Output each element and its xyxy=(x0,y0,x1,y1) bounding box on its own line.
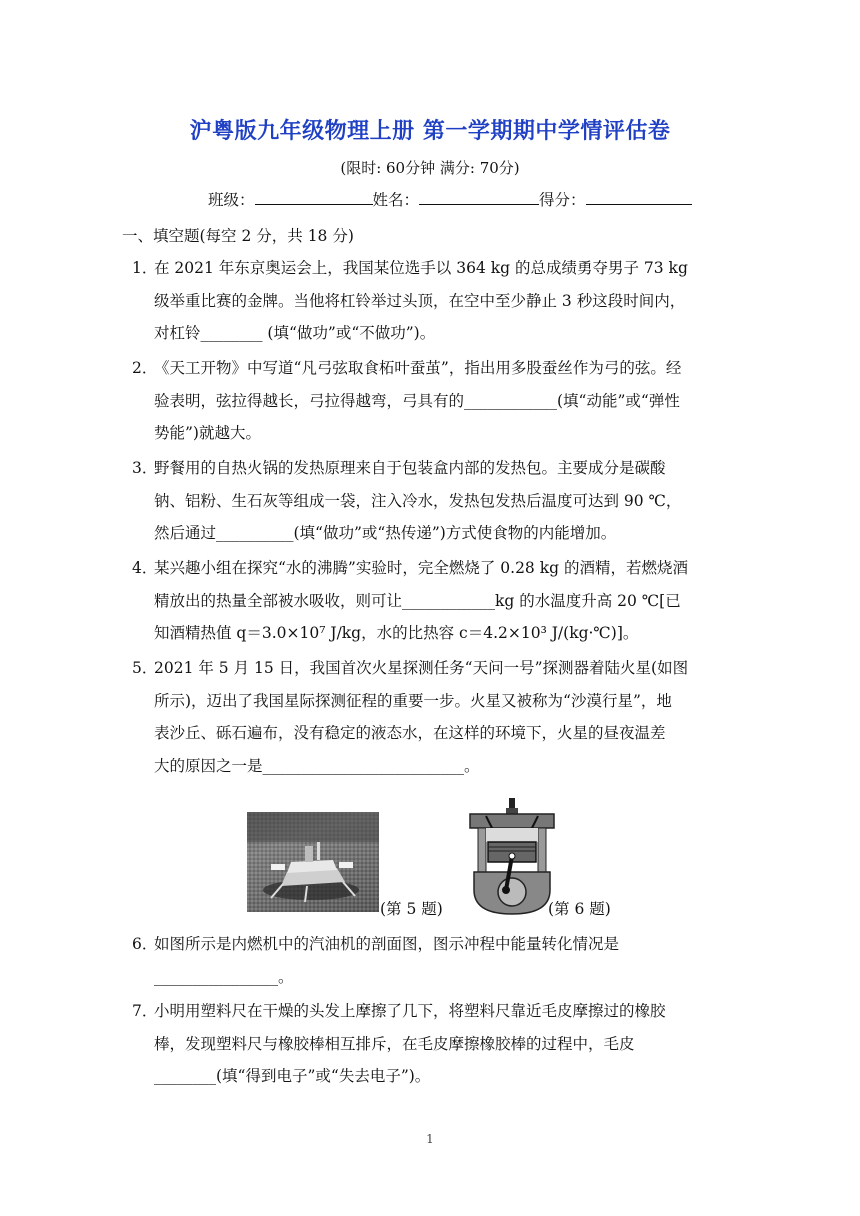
question-2 xyxy=(132,352,732,450)
question-number: 3． xyxy=(132,459,158,477)
question-line: 大的原因之一是__________________________。 xyxy=(154,756,480,775)
question-line: 精放出的热量全部被水吸收，则可让____________kg 的水温度升高 20 ℃[已 xyxy=(154,591,681,610)
question-line: 某兴趣小组在探究“水的沸腾”实验时，完全燃烧了 0.28 kg 的酒精，若燃烧酒 xyxy=(154,559,688,577)
section-heading: 一、填空题(每空 2 分，共 18 分) xyxy=(122,227,354,245)
page-number: 1 xyxy=(426,1132,434,1146)
question-1 xyxy=(132,252,732,350)
student-info-line xyxy=(208,188,692,210)
question-line: 知酒精热值 q＝3.0×10⁷ J/kg，水的比热容 c＝4.2×10³ J/(kg·℃)]。 xyxy=(154,624,639,642)
question-line: 验表明，弦拉得越长，弓拉得越弯，弓具有的____________(填“动能”或“弹性 xyxy=(154,391,680,410)
mars-lander-illustration xyxy=(247,812,379,912)
question-line: 级举重比赛的金牌。当他将杠铃举过头顶，在空中至少静止 3 秒这段时间内， xyxy=(154,291,686,310)
class-blank xyxy=(255,189,373,205)
mars-lander-photo xyxy=(247,812,379,912)
question-line: 然后通过__________(填“做功”或“热传递”)方式使食物的内能增加。 xyxy=(154,524,617,542)
gasoline-engine-illustration xyxy=(466,798,558,916)
question-line: 如图所示是内燃机中的汽油机的剖面图，图示冲程中能量转化情况是 xyxy=(154,935,620,953)
question-number: 7． xyxy=(132,1002,158,1020)
question-line: 小明用塑料尺在干燥的头发上摩擦了几下，将塑料尺靠近毛皮摩擦过的橡胶 xyxy=(154,1002,666,1020)
score-blank xyxy=(586,189,692,205)
question-number: 5． xyxy=(132,659,158,677)
figure-5-caption: (第 5 题) xyxy=(380,900,443,918)
question-line: 在 2021 年东京奥运会上，我国某位选手以 364 kg 的总成绩勇夺男子 73 kg xyxy=(154,259,688,277)
question-line: 所示)，迈出了我国星际探测征程的重要一步。火星又被称为“沙漠行星”，地 xyxy=(154,691,672,710)
question-line: 对杠铃________ (填“做功”或“不做功”)。 xyxy=(154,324,436,342)
name-blank xyxy=(419,189,539,205)
question-line: 野餐用的自热火锅的发热原理来自于包装盒内部的发热包。主要成分是碳酸 xyxy=(154,459,666,477)
question-number: 6． xyxy=(132,935,158,953)
question-number: 4． xyxy=(132,559,158,577)
engine-cross-section-diagram xyxy=(466,798,558,916)
question-line: 《天工开物》中写道“凡弓弦取食柘叶蚕茧”，指出用多股蚕丝作为弓的弦。经 xyxy=(154,359,682,377)
class-label: 班级： xyxy=(208,191,255,209)
question-line: ________________。 xyxy=(154,967,294,986)
question-6 xyxy=(132,928,732,993)
question-4 xyxy=(132,552,732,650)
name-label: 姓名： xyxy=(372,191,420,209)
exam-time-and-score-info: (限时: 60分钟 满分: 70分) xyxy=(340,159,520,177)
question-line: 棒，发现塑料尺与橡胶棒相互排斥，在毛皮摩擦橡胶棒的过程中，毛皮 xyxy=(154,1034,635,1053)
score-label: 得分： xyxy=(539,191,586,209)
question-number: 2． xyxy=(132,359,158,377)
page-title: 沪粤版九年级物理上册 第一学期期中学情评估卷 xyxy=(189,119,671,144)
question-line: 表沙丘、砾石遍布，没有稳定的液态水，在这样的环境下，火星的昼夜温差 xyxy=(154,724,666,742)
figure-6-caption: (第 6 题) xyxy=(548,900,611,918)
question-line: 钠、铝粉、生石灰等组成一袋，注入冷水，发热包发热后温度可达到 90 ℃， xyxy=(154,491,682,510)
question-5 xyxy=(132,652,732,782)
question-line: 势能”)就越大。 xyxy=(154,424,261,442)
question-line: ________(填“得到电子”或“失去电子”)。 xyxy=(154,1067,431,1085)
question-3 xyxy=(132,452,732,550)
question-line: 2021 年 5 月 15 日，我国首次火星探测任务“天问一号”探测器着陆火星(如图 xyxy=(154,659,689,677)
question-number: 1． xyxy=(132,259,158,277)
question-7 xyxy=(132,995,732,1093)
